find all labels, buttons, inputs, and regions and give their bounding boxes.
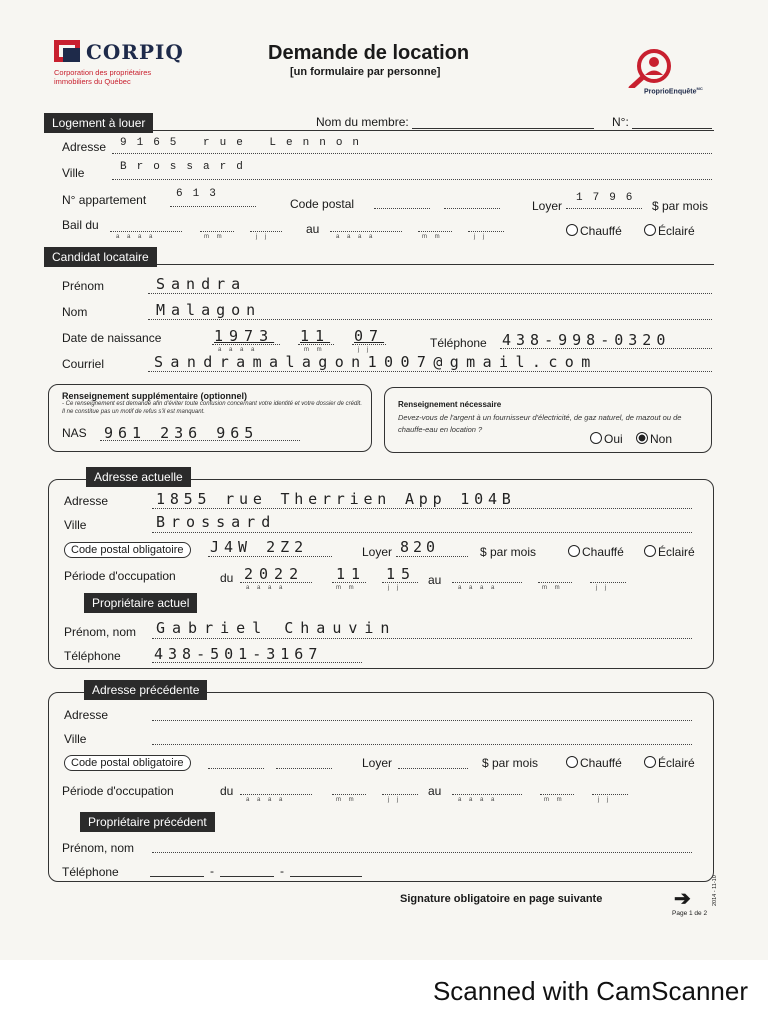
actuelle-au-year-hint: a a a a: [458, 585, 498, 591]
proprio-enquete-logo: [628, 48, 708, 98]
bail-du-day-hint: j j: [256, 234, 270, 240]
actuelle-du-year-value: 2022: [244, 565, 305, 583]
precedente-chauffe-radio[interactable]: Chauffé: [566, 756, 622, 770]
necessaire-oui-radio[interactable]: Oui: [590, 432, 623, 446]
precedente-proprio-nom-label: Prénom, nom: [62, 841, 135, 855]
actuelle-eclaire-radio[interactable]: Éclairé: [644, 545, 695, 559]
actuelle-du-day-hint: j j: [388, 585, 402, 591]
logement-par-mois: $ par mois: [652, 199, 709, 213]
bail-au-month-hint: m m: [422, 234, 443, 240]
prenom-label: Prénom: [62, 279, 105, 293]
bail-au-year[interactable]: [330, 231, 402, 232]
telephone-value: 438-998-0320: [502, 331, 671, 349]
actuelle-proprio-nom-value: Gabriel Chauvin: [156, 619, 397, 637]
actuelle-proprio-tel-value: 438-501-3167: [154, 645, 323, 663]
logement-eclaire-radio[interactable]: Éclairé: [644, 224, 695, 238]
actuelle-proprio-tel-label: Téléphone: [64, 649, 121, 663]
precedente-loyer-label: Loyer: [362, 756, 393, 770]
courriel-label: Courriel: [62, 357, 105, 371]
precedente-du-month-hint: m m: [336, 797, 357, 803]
naissance-day-value: 07: [354, 327, 385, 345]
brand-name: CORPIQ: [86, 40, 184, 64]
precedente-du-day-hint: j j: [388, 797, 402, 803]
precedente-code-postal-button[interactable]: Code postal obligatoire: [64, 755, 191, 771]
magnifier-person-icon: [628, 48, 672, 88]
brand-line-2: immobiliers du Québec: [54, 77, 131, 86]
actuelle-ville-field[interactable]: [152, 532, 692, 533]
scan-footer: [0, 960, 768, 1024]
precedente-adresse-label: Adresse: [64, 708, 109, 722]
telephone-label: Téléphone: [430, 336, 487, 350]
form-version: 2014 - 11-10: [712, 875, 718, 906]
actuelle-eclaire-radio-icon: [644, 545, 656, 557]
non-radio-checked-icon: [636, 432, 648, 444]
actuelle-du-label: du: [220, 571, 234, 585]
logement-adresse-label: Adresse: [62, 140, 107, 154]
precedente-au-month-hint: m m: [544, 797, 565, 803]
arrow-right-icon: ➔: [674, 888, 691, 910]
bail-au-year-hint: a a a a: [336, 234, 376, 240]
actuelle-au-month-field[interactable]: [538, 582, 572, 583]
actuelle-loyer-field[interactable]: [396, 556, 468, 557]
precedente-du-label: du: [220, 784, 234, 798]
page-number: Page 1 de 2: [672, 910, 708, 917]
precedente-adresse-field[interactable]: [152, 720, 692, 721]
actuelle-ville-value: Brossard: [156, 513, 277, 531]
scanner-watermark: Scanned with CamScanner: [432, 976, 748, 1006]
nas-value: 961 236 965: [104, 424, 259, 442]
precedente-ville-field[interactable]: [152, 744, 692, 745]
actuelle-proprio-nom-label: Prénom, nom: [64, 625, 137, 639]
actuelle-au-day-hint: j j: [596, 585, 610, 591]
precedente-chauffe-radio-icon: [566, 756, 578, 768]
necessaire-title: Renseignement nécessaire: [398, 400, 502, 409]
actuelle-chauffe-radio[interactable]: Chauffé: [568, 545, 624, 559]
corpiq-logo: [52, 40, 182, 90]
oui-radio-icon: [590, 432, 602, 444]
precedente-proprio-nom-field[interactable]: [152, 852, 692, 853]
precedente-tel-field-1[interactable]: [150, 876, 204, 877]
bail-du-day[interactable]: [250, 231, 282, 232]
actuelle-au-label: au: [428, 573, 442, 587]
precedente-loyer-field[interactable]: [398, 768, 468, 769]
actuelle-adresse-label: Adresse: [64, 494, 109, 508]
precedente-du-year-field[interactable]: [240, 794, 312, 795]
bail-du-year-hint: a a a a: [116, 234, 156, 240]
actuelle-du-month-value: 11: [336, 565, 367, 583]
appartement-field[interactable]: [170, 206, 256, 207]
appartement-value: 613: [176, 188, 226, 200]
nom-label: Nom: [62, 305, 88, 319]
brand-line-1: Corporation des propriétaires: [54, 68, 152, 77]
bail-du-month-hint: m m: [204, 234, 225, 240]
logement-ville-value: Brossard: [120, 161, 253, 173]
bail-au-day[interactable]: [468, 231, 504, 232]
precedente-du-day-field[interactable]: [382, 794, 418, 795]
logement-loyer-field[interactable]: [566, 208, 642, 209]
logement-adresse-value: 9165 rue Lennon: [120, 137, 370, 149]
courriel-field[interactable]: [148, 371, 712, 372]
form-page: CORPIQ Corporation des propriétaires immobiliers du Québec Demande de location [un formulaire par personne] ProprioEnquête$^{MC}$ Logement à louer Nom du membre: N°: Adresse 9165 rue Lennon Ville Brossard N° appartement 613 Code postal Loyer 1796 $ par mois Bail du a a a a m m j j au a a a a m m j j Chauffé Éclairé Candidat locataire Prénom Sandra Nom Malagon Date de naissance 1973 11 07 a a a a m m j j Téléphone 438-998-0320 Courriel Sandramalagon1007@gmail.com Renseignement supplémentaire (optionnel) - Ce renseignement est demandé afin d'éviter toute confusion concernant votre identité et votre dossier de crédit. Il ne constitue pas un motif de refus s'il est manquant. NAS 961 236 965 Renseignement nécessaire Devez-vous de l'argent à un fournisseur d'électricité, de gaz naturel, de mazout ou de chauffe-eau en location ? Oui Non Adresse actuelle Adresse 1855 rue Therrien App 104B Ville Brossard Code postal obligatoire J4W 2Z2 Loyer 820 $ par mois Chauffé Éclairé Période d'occupation du 2022 11 15 a a a a m m j j au a a a a m m j j Propriétaire actuel Prénom, nom Gabriel Chauvin Téléphone 438-501-3167 Adresse précédente Adresse Ville Code postal obligatoire Loyer $ par mois Chauffé Éclairé Période d'occupation du a a a a m m j j au a a a a m m j j Propriétaire précédent Prénom, nom Téléphone - - Signature obligatoire en page suivante ➔ Page 1 de 2 2014 - 11-10: [0, 0, 768, 960]
section-actuelle-header: Adresse actuelle: [86, 467, 191, 487]
bail-du-label: Bail du: [62, 218, 99, 232]
section-precedente-header: Adresse précédente: [84, 680, 207, 700]
actuelle-ville-label: Ville: [64, 518, 87, 532]
numero-label: N°:: [612, 115, 629, 129]
necessaire-question: Devez-vous de l'argent à un fournisseur d'électricité, de gaz naturel, de mazout ou de chauffe-eau en location ?: [398, 413, 682, 434]
numero-field[interactable]: [632, 128, 712, 129]
precedente-au-label: au: [428, 784, 442, 798]
actuelle-code-postal-value: J4W 2Z2: [210, 538, 309, 556]
logement-code-postal-label: Code postal: [290, 197, 355, 211]
membre-label: Nom du membre:: [316, 115, 409, 129]
precedente-du-year-hint: a a a a: [246, 797, 286, 803]
logement-chauffe-radio[interactable]: Chauffé: [566, 224, 622, 238]
naissance-year-hint: a a a a: [218, 347, 258, 353]
signature-note: Signature obligatoire en page suivante: [400, 893, 603, 905]
actuelle-periode-label: Période d'occupation: [64, 569, 176, 583]
precedente-code-postal-field-2[interactable]: [276, 768, 332, 769]
logement-adresse-field[interactable]: [112, 153, 712, 154]
actuelle-proprio-nom-field[interactable]: [152, 638, 692, 639]
precedente-au-year-field[interactable]: [452, 794, 522, 795]
nas-label: NAS: [62, 426, 87, 440]
supplementaire-note: - Ce renseignement est demandé afin d'éviter toute confusion concernant votre identité et votre dossier de crédit. Il ne constitue pas un motif de refus s'il est manquant.: [62, 401, 362, 415]
bail-du-year[interactable]: [110, 231, 182, 232]
logement-loyer-value: 1796: [576, 192, 643, 204]
bail-au-day-hint: j j: [474, 234, 488, 240]
logement-ville-label: Ville: [62, 166, 85, 180]
actuelle-proprio-header: Propriétaire actuel: [84, 593, 197, 613]
chauffe-radio-icon: [566, 224, 578, 236]
prenom-field[interactable]: [148, 293, 712, 294]
bail-au-label: au: [306, 222, 320, 236]
bail-au-month[interactable]: [418, 231, 452, 232]
necessaire-non-radio[interactable]: Non: [636, 432, 672, 446]
proprio-enquete-label: ProprioEnquête$^{MC}$: [644, 86, 703, 96]
naissance-month-hint: m m: [304, 347, 325, 353]
precedente-periode-label: Période d'occupation: [62, 784, 174, 798]
logement-loyer-label: Loyer: [532, 199, 563, 213]
prenom-value: Sandra: [156, 275, 247, 293]
precedente-au-day-hint: j j: [598, 797, 612, 803]
actuelle-au-year-field[interactable]: [452, 582, 522, 583]
precedente-au-day-field[interactable]: [592, 794, 628, 795]
naissance-day-hint: j j: [358, 347, 372, 353]
logement-code-postal-field-2[interactable]: [444, 208, 500, 209]
nom-field[interactable]: [148, 319, 712, 320]
nom-value: Malagon: [156, 301, 262, 319]
precedente-eclaire-radio-icon: [644, 756, 656, 768]
appartement-label: N° appartement: [62, 193, 147, 207]
naissance-month-value: 11: [300, 327, 331, 345]
actuelle-chauffe-radio-icon: [568, 545, 580, 557]
actuelle-adresse-value: 1855 rue Therrien App 104B: [156, 490, 516, 508]
actuelle-code-postal-field[interactable]: [208, 556, 332, 557]
naissance-label: Date de naissance: [62, 331, 162, 345]
precedente-proprio-tel-label: Téléphone: [62, 865, 119, 879]
precedente-du-month-field[interactable]: [332, 794, 366, 795]
eclaire-radio-icon: [644, 224, 656, 236]
actuelle-au-month-hint: m m: [542, 585, 563, 591]
precedente-au-month-field[interactable]: [540, 794, 574, 795]
logement-ville-field[interactable]: [112, 179, 712, 180]
page-title: Demande de location: [268, 42, 470, 64]
actuelle-du-month-hint: m m: [336, 585, 357, 591]
precedente-ville-label: Ville: [64, 732, 87, 746]
actuelle-adresse-field[interactable]: [152, 508, 692, 509]
corpiq-logo-icon: [54, 40, 80, 62]
actuelle-du-day-value: 15: [386, 565, 417, 583]
precedente-tel-field-2[interactable]: [220, 876, 274, 877]
bail-du-month[interactable]: [200, 231, 234, 232]
supplementaire-title: Renseignement supplémentaire (optionnel): [62, 391, 248, 401]
page-subtitle: [un formulaire par personne]: [290, 66, 441, 78]
actuelle-loyer-label: Loyer: [362, 545, 393, 559]
logement-code-postal-field-1[interactable]: [374, 208, 430, 209]
actuelle-du-year-hint: a a a a: [246, 585, 286, 591]
precedente-par-mois: $ par mois: [482, 756, 539, 770]
precedente-tel-field-3[interactable]: [290, 876, 362, 877]
precedente-proprio-header: Propriétaire précédent: [80, 812, 215, 832]
section-logement-header: Logement à louer: [44, 113, 153, 133]
courriel-value: Sandramalagon1007@gmail.com: [154, 353, 598, 371]
precedente-au-year-hint: a a a a: [458, 797, 498, 803]
precedente-code-postal-field-1[interactable]: [208, 768, 264, 769]
precedente-eclaire-radio[interactable]: Éclairé: [644, 756, 695, 770]
actuelle-au-day-field[interactable]: [590, 582, 626, 583]
actuelle-code-postal-button[interactable]: Code postal obligatoire: [64, 542, 191, 558]
actuelle-loyer-value: 820: [400, 538, 440, 556]
section-candidat-header: Candidat locataire: [44, 247, 157, 267]
naissance-year-value: 1973: [214, 327, 275, 345]
actuelle-par-mois: $ par mois: [480, 545, 537, 559]
membre-field[interactable]: [412, 128, 594, 129]
